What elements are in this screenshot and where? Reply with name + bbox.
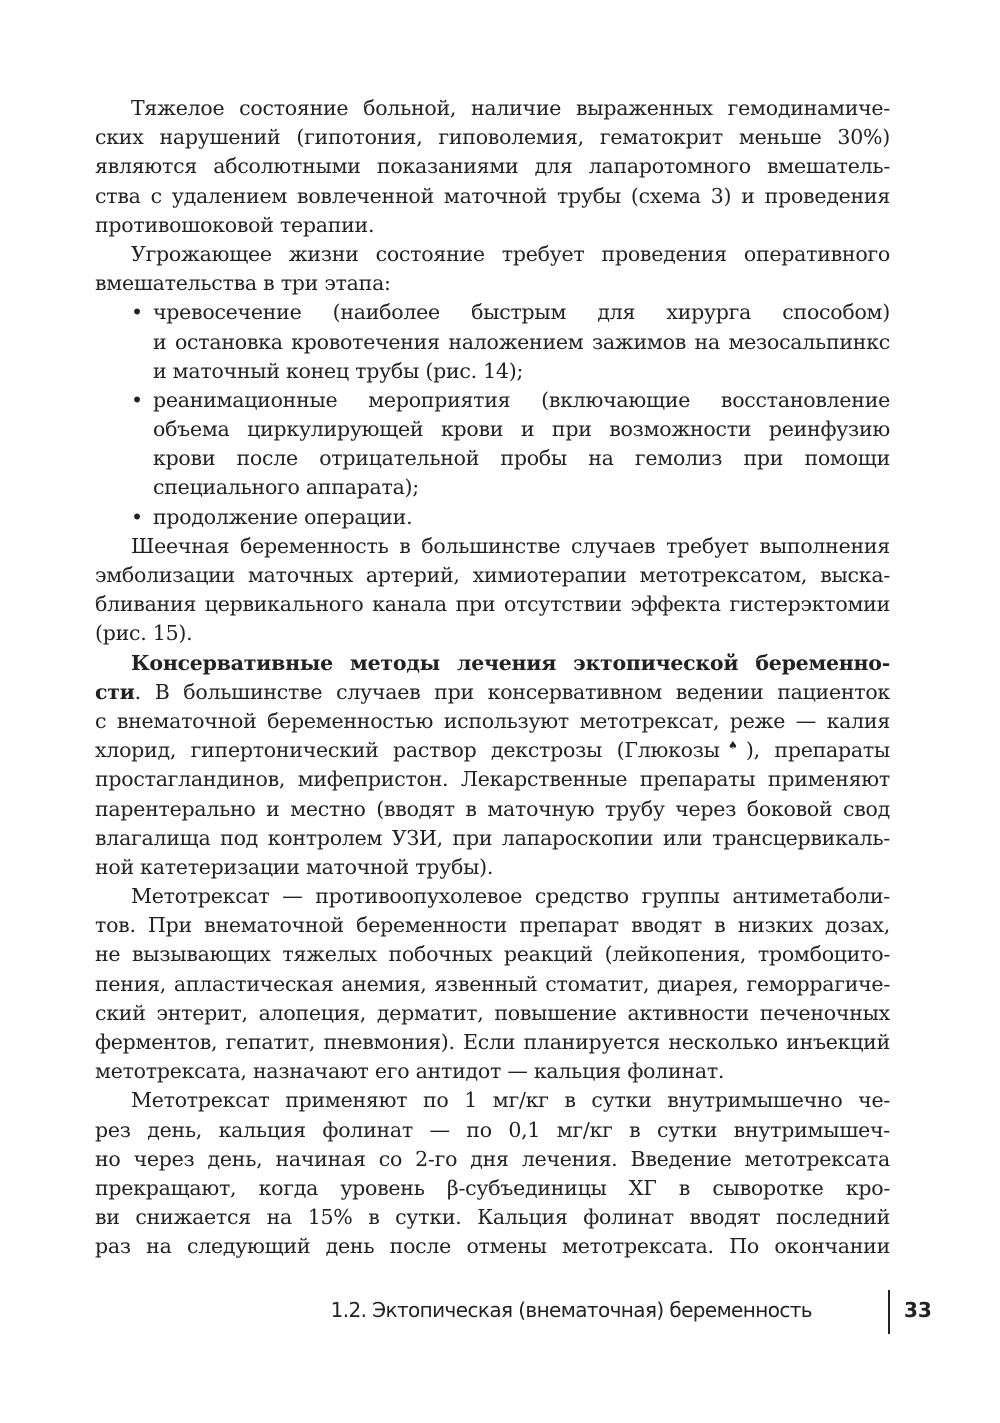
section-heading-tail: сти	[95, 679, 135, 704]
bullet-item	[95, 386, 890, 503]
bullet-text: чревосечение (наиболее быстрым для хирурга способом)	[153, 300, 890, 325]
text-line: не вызывающих тяжелых побочных реакций (лейкопения, тромбоцито-	[95, 942, 890, 967]
text-line: ства с удалением вовлеченной маточной трубы (схема 3) и проведения	[95, 183, 890, 208]
text-line: прекращают, когда уровень β-субъединицы ХГ в сыворотке кро-	[95, 1175, 890, 1200]
running-title: 1.2. Эктопическая (внематочная) беременность	[330, 1298, 812, 1322]
text-line: Тяжелое состояние больной, наличие выраженных гемодинамиче-	[131, 96, 890, 120]
text-line: специального аппарата);	[153, 475, 419, 500]
text-line: объема циркулирующей крови и при возможности реинфузию	[153, 417, 890, 442]
trademark-icon: ♠	[719, 739, 746, 753]
text-line	[95, 678, 890, 707]
page-footer	[330, 1290, 932, 1330]
paragraph	[95, 882, 890, 1086]
text-line: ви снижается на 15% в сутки. Кальция фолинат вводят последний	[95, 1205, 890, 1230]
bullet-item	[95, 503, 890, 532]
text-line: Метотрексат применяют по 1 мг/кг в сутки внутримышечно че-	[131, 1088, 890, 1113]
text-line: ских нарушений (гипотония, гиповолемия, гематокрит меньше 30%)	[95, 125, 890, 150]
text-line: Метотрексат — противоопухолевое средство группы антиметаболи-	[131, 884, 890, 909]
text-line: Шеечная беременность в большинстве случаев требует выполнения	[131, 533, 890, 558]
text-line	[95, 503, 890, 532]
page-body	[95, 94, 890, 1262]
paragraph	[95, 532, 890, 649]
text-line: и маточный конец трубы (рис. 14);	[153, 358, 524, 383]
text-fragment: . В большинстве случаев при консервативном ведении пациенток	[134, 679, 890, 704]
text-line	[95, 298, 890, 327]
bullet-icon: •	[131, 504, 143, 529]
text-fragment: хлорид, гипертонический раствор декстрозы (Глюкозы	[95, 738, 720, 763]
text-line: пения, апластическая анемия, язвенный стоматит, диарея, геморрагиче-	[95, 971, 890, 996]
text-line: Угрожающее жизни состояние требует проведения оперативного	[131, 241, 890, 266]
text-line: вмешательства в три этапа:	[95, 271, 391, 296]
text-line: противошоковой терапии.	[95, 212, 375, 237]
section-heading: Консервативные методы лечения эктопической беременно-	[131, 650, 890, 675]
text-line: с внематочной беременностью используют метотрексат, реже — калия	[95, 708, 890, 733]
bullet-icon: •	[131, 387, 143, 412]
bullet-text: реанимационные мероприятия (включающие восстановление	[153, 387, 890, 412]
text-line: ский энтерит, алопеция, дерматит, повышение активности печеночных	[95, 1000, 890, 1025]
text-fragment: ), препараты	[745, 738, 890, 763]
text-line: ферментов, гепатит, пневмония). Если планируется несколько инъекций	[95, 1030, 890, 1054]
footer-divider	[888, 1290, 890, 1334]
bullet-text: продолжение операции.	[153, 504, 413, 529]
bullet-item	[95, 298, 890, 386]
text-line: являются абсолютными показаниями для лапаротомного вмешатель-	[95, 154, 890, 179]
page-number: 33	[904, 1298, 932, 1322]
paragraph	[95, 94, 890, 240]
text-line: влагалища под контролем УЗИ, при лапароскопии или трансцервикаль-	[95, 825, 890, 850]
paragraph	[95, 649, 890, 883]
text-line: парентерально и местно (вводят в маточную трубу через боковой свод	[95, 796, 890, 821]
text-line	[95, 386, 890, 415]
text-line: (рис. 15).	[95, 621, 193, 646]
text-line: метотрексата, назначают его антидот — кальция фолинат.	[95, 1059, 725, 1084]
text-line: и остановка кровотечения наложением зажимов на мезосальпинкс	[153, 329, 890, 354]
text-line: но через день, начиная со 2-го дня лечения. Введение метотрексата	[95, 1146, 890, 1171]
text-line: бливания цервикального канала при отсутствии эффекта гистерэктомии	[95, 592, 890, 617]
text-line: тов. При внематочной беременности препарат вводят в низких дозах,	[95, 913, 890, 938]
paragraph	[95, 240, 890, 298]
text-line: эмболизации маточных артерий, химиотерапии метотрексатом, выска-	[95, 563, 890, 587]
text-line: рез день, кальция фолинат — по 0,1 мг/кг в сутки внутримышеч-	[95, 1117, 890, 1142]
text-line: простагландинов, мифепристон. Лекарственные препараты применяют	[95, 767, 890, 792]
paragraph	[95, 1086, 890, 1261]
text-line: крови после отрицательной пробы на гемолиз при помощи	[153, 446, 890, 471]
text-line: раз на следующий день после отмены метотрексата. По окончании	[95, 1234, 890, 1259]
text-line: ной катетеризации маточной трубы).	[95, 854, 494, 879]
text-line	[95, 736, 890, 765]
bullet-icon: •	[131, 300, 143, 325]
